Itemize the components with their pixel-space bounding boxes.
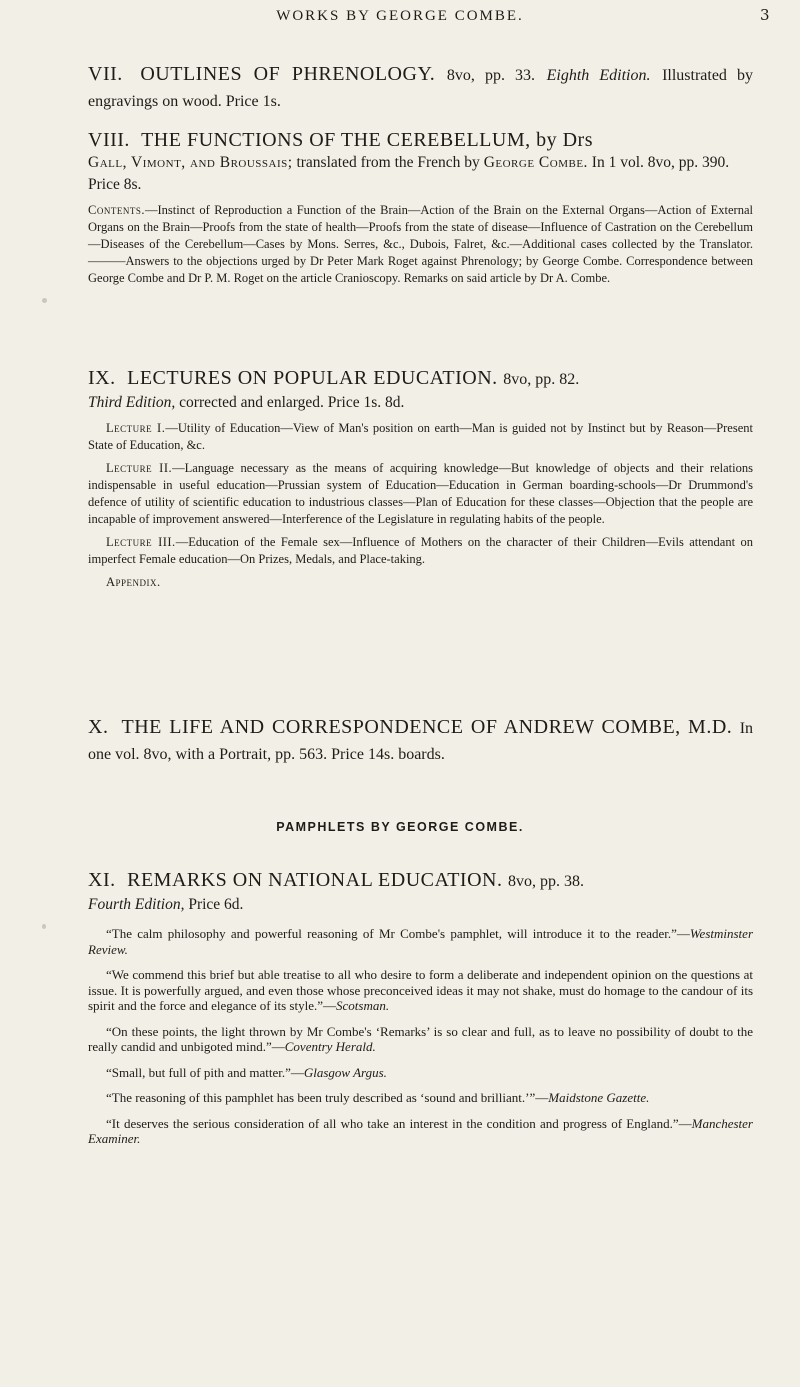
entry-contents: Contents.—Instinct of Reproduction a Function of the Brain—Action of the Brain on the External Organs—Action of External Organs on the Brain—Proofs from the state of health—Proofs from the state of disease—Influence of Castration on the Cerebellum—Diseases of the Cerebellum—Cases by Mons. Serres, &c., Dubois, Falret, &c.—Additional cases collected by the Translator.———Answers to the objections urged by Dr Peter Mark Roget against Phrenology; by George Combe. Correspondence between George Combe and Dr P. M. Roget on the article Cranioscopy. Remarks on said article by Dr A. Combe. <box>88 203 753 285</box>
entry-vii <box>88 62 753 114</box>
press-quote: “We commend this brief but able treatise to all who desire to form a deliberate and independent opinion on the questions at issue. It is powerfully argued, and even those whose preconceived ideas it may not shake, must do homage to the candour of its spirit and the force and elegance of its style.”—Scotsman. <box>88 967 753 1013</box>
press-quote: “It deserves the serious consideration of all who take an interest in the condition and progress of England.”—Manchester Examiner. <box>88 1115 753 1146</box>
entry-title: IX. LECTURES ON POPULAR EDUCATION. 8vo, pp. 82. <box>88 367 580 389</box>
page-number: 3 <box>760 6 770 24</box>
entry-ix <box>88 366 753 591</box>
entry-viii <box>88 128 753 300</box>
pamphlets-heading: PAMPHLETS BY GEORGE COMBE. <box>276 820 524 834</box>
entry-edition: Third Edition, corrected and enlarged. Price 1s. 8d. <box>88 394 405 411</box>
lecture-item: Lecture II.—Language necessary as the means of acquiring knowledge—But knowledge of objects and their relations indispensable in useful education—Prussian system of Education—Education in German boarding-schools—Dr Drummond's defence of utility of scientific education to industrious classes—Plan of Education for these classes—Objection that the people are incapable of improvement answered—Interference of the Legislature in regulating habits of the people. <box>88 461 753 526</box>
entry-title: XI. REMARKS ON NATIONAL EDUCATION. 8vo, pp. 38. <box>88 869 584 891</box>
entry-title: X. THE LIFE AND CORRESPONDENCE OF ANDREW COMBE, M.D. In one vol. 8vo, with a Portrait, pp. 563. Price 14s. boards. <box>88 716 754 763</box>
lecture-item: Lecture I.—Utility of Education—View of Man's position on earth—Man is guided not by Instinct but by Reason—Present State of Education, &c. <box>88 421 753 452</box>
press-quote: “The reasoning of this pamphlet has been truly described as ‘sound and brilliant.’”—Maidstone Gazette. <box>106 1090 650 1105</box>
entry-edition: Fourth Edition, Price 6d. <box>88 896 244 913</box>
entry-title: VIII. THE FUNCTIONS OF THE CEREBELLUM, by Drs <box>88 129 593 151</box>
lecture-item: Lecture III.—Education of the Female sex—Influence of Mothers on the character of their Children—Evils attendant on imperfect Female education—On Prizes, Medals, and Place-taking. <box>88 535 753 566</box>
entry-xi <box>88 868 753 1147</box>
ink-speck <box>42 298 47 303</box>
entry-byline: Gall, Vimont, and Broussais; translated from the French by George Combe. In 1 vol. 8vo, pp. 390. Price 8s. <box>88 154 730 193</box>
appendix-label: Appendix. <box>106 575 161 589</box>
running-head: WORKS BY GEORGE COMBE. <box>276 8 524 24</box>
ink-speck <box>42 924 46 929</box>
entry-x <box>88 715 753 767</box>
press-quote: “Small, but full of pith and matter.”—Glasgow Argus. <box>106 1064 387 1080</box>
entry-title: VII. OUTLINES OF PHRENOLOGY. 8vo, pp. 33. Eighth Edition. Illustrated by engravings on wood. Price 1s. <box>88 63 754 110</box>
press-quote: “The calm philosophy and powerful reasoning of Mr Combe's pamphlet, will introduce it to the reader.”—Westminster Review. <box>88 926 753 957</box>
press-quote: “On these points, the light thrown by Mr Combe's ‘Remarks’ is so clear and full, as to leave no possibility of doubt to the really candid and unbigoted mind.”—Coventry Herald. <box>88 1023 753 1054</box>
